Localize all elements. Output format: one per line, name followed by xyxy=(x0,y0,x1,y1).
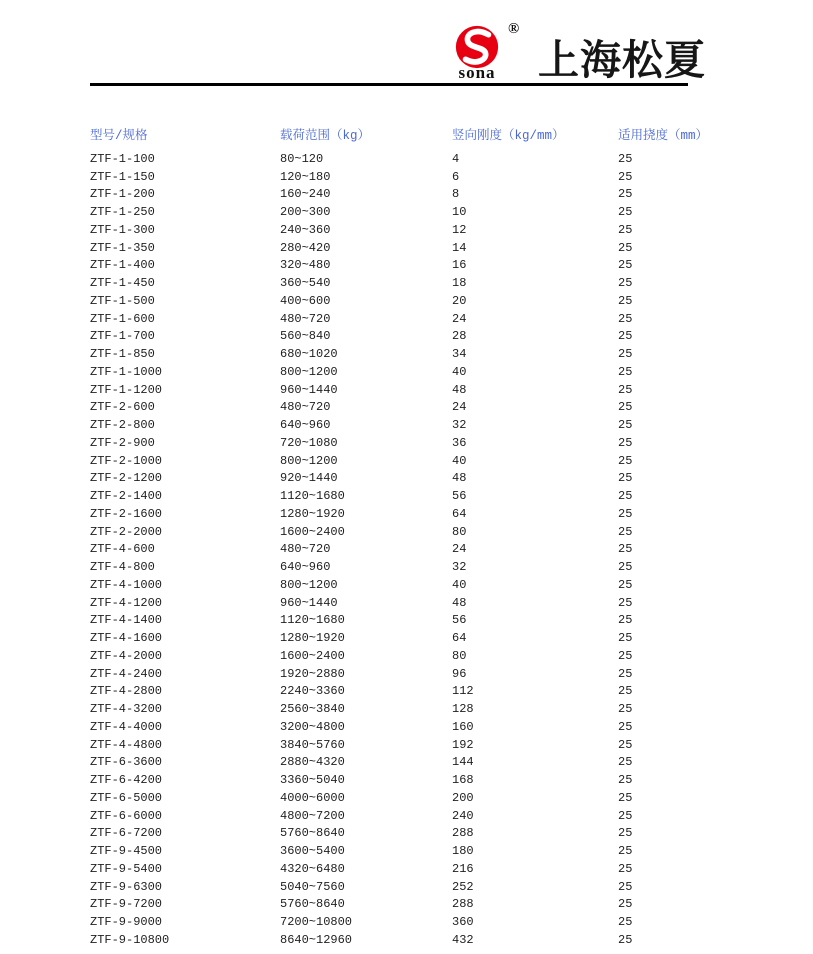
cell-deflection: 25 xyxy=(618,915,633,930)
cell-stiffness: 192 xyxy=(452,737,474,752)
cell-stiffness: 24 xyxy=(452,311,467,326)
cell-deflection: 25 xyxy=(618,506,633,521)
cell-model: ZTF-6-7200 xyxy=(90,826,163,841)
cell-load-range: 3360~5040 xyxy=(280,773,345,788)
cell-load-range: 240~360 xyxy=(280,222,331,237)
cell-model: ZTF-4-4000 xyxy=(90,719,163,734)
table-row xyxy=(0,150,813,168)
cell-stiffness: 6 xyxy=(452,169,460,184)
cell-model: ZTF-1-250 xyxy=(90,205,155,220)
cell-model: ZTF-9-4500 xyxy=(90,844,163,859)
cell-stiffness: 64 xyxy=(452,631,467,646)
cell-model: ZTF-1-500 xyxy=(90,293,155,308)
cell-deflection: 25 xyxy=(618,400,633,415)
table-row xyxy=(0,913,813,931)
cell-stiffness: 32 xyxy=(452,560,467,575)
cell-model: ZTF-4-800 xyxy=(90,560,155,575)
cell-load-range: 680~1020 xyxy=(280,347,338,362)
column-header-model: 型号/规格 xyxy=(90,128,148,143)
cell-model: ZTF-6-4200 xyxy=(90,773,163,788)
cell-model: ZTF-1-350 xyxy=(90,240,155,255)
cell-model: ZTF-9-5400 xyxy=(90,861,163,876)
table-row xyxy=(0,789,813,807)
cell-load-range: 4000~6000 xyxy=(280,790,345,805)
table-row xyxy=(0,558,813,576)
column-header-vertical-stiffness: 竖向刚度（kg/mm） xyxy=(452,128,565,143)
cell-stiffness: 36 xyxy=(452,435,467,450)
registered-trademark-icon: ® xyxy=(508,21,520,37)
cell-deflection: 25 xyxy=(618,595,633,610)
cell-stiffness: 168 xyxy=(452,773,474,788)
cell-load-range: 480~720 xyxy=(280,542,331,557)
cell-model: ZTF-4-1400 xyxy=(90,613,163,628)
cell-stiffness: 4 xyxy=(452,151,460,166)
column-header-load-range: 载荷范围（kg） xyxy=(280,128,371,143)
cell-deflection: 25 xyxy=(618,347,633,362)
cell-deflection: 25 xyxy=(618,666,633,681)
cell-stiffness: 40 xyxy=(452,364,467,379)
cell-model: ZTF-1-150 xyxy=(90,169,155,184)
table-row xyxy=(0,310,813,328)
table-row xyxy=(0,434,813,452)
table-row xyxy=(0,416,813,434)
cell-model: ZTF-1-700 xyxy=(90,329,155,344)
cell-load-range: 1280~1920 xyxy=(280,631,345,646)
cell-stiffness: 216 xyxy=(452,861,474,876)
cell-model: ZTF-1-600 xyxy=(90,311,155,326)
cell-stiffness: 56 xyxy=(452,613,467,628)
cell-deflection: 25 xyxy=(618,542,633,557)
cell-model: ZTF-1-300 xyxy=(90,222,155,237)
table-row xyxy=(0,647,813,665)
cell-deflection: 25 xyxy=(618,684,633,699)
cell-load-range: 3840~5760 xyxy=(280,737,345,752)
table-row xyxy=(0,541,813,559)
cell-load-range: 5760~8640 xyxy=(280,897,345,912)
cell-load-range: 80~120 xyxy=(280,151,324,166)
cell-deflection: 25 xyxy=(618,755,633,770)
cell-model: ZTF-2-1000 xyxy=(90,453,163,468)
table-row xyxy=(0,221,813,239)
cell-deflection: 25 xyxy=(618,453,633,468)
cell-deflection: 25 xyxy=(618,222,633,237)
cell-model: ZTF-2-600 xyxy=(90,400,155,415)
cell-deflection: 25 xyxy=(618,560,633,575)
cell-deflection: 25 xyxy=(618,311,633,326)
table-row xyxy=(0,257,813,275)
cell-stiffness: 144 xyxy=(452,755,474,770)
cell-model: ZTF-9-9000 xyxy=(90,915,163,930)
column-header-deflection: 适用挠度（mm） xyxy=(618,128,709,143)
cell-stiffness: 252 xyxy=(452,879,474,894)
table-header-row xyxy=(0,124,813,143)
cell-deflection: 25 xyxy=(618,329,633,344)
cell-stiffness: 288 xyxy=(452,826,474,841)
cell-deflection: 25 xyxy=(618,737,633,752)
cell-load-range: 1120~1680 xyxy=(280,613,345,628)
cell-model: ZTF-1-400 xyxy=(90,258,155,273)
cell-stiffness: 8 xyxy=(452,187,460,202)
cell-stiffness: 48 xyxy=(452,382,467,397)
table-row xyxy=(0,683,813,701)
cell-model: ZTF-4-2000 xyxy=(90,648,163,663)
cell-deflection: 25 xyxy=(618,932,633,947)
cell-stiffness: 128 xyxy=(452,702,474,717)
cell-deflection: 25 xyxy=(618,879,633,894)
cell-load-range: 1280~1920 xyxy=(280,506,345,521)
cell-deflection: 25 xyxy=(618,844,633,859)
cell-load-range: 560~840 xyxy=(280,329,331,344)
cell-model: ZTF-1-200 xyxy=(90,187,155,202)
table-row xyxy=(0,754,813,772)
brand-name: sona xyxy=(458,63,496,82)
cell-load-range: 480~720 xyxy=(280,311,331,326)
cell-load-range: 2240~3360 xyxy=(280,684,345,699)
table-row xyxy=(0,771,813,789)
cell-stiffness: 14 xyxy=(452,240,467,255)
cell-stiffness: 360 xyxy=(452,915,474,930)
cell-model: ZTF-2-1600 xyxy=(90,506,163,521)
table-row xyxy=(0,576,813,594)
cell-stiffness: 16 xyxy=(452,258,467,273)
cell-deflection: 25 xyxy=(618,613,633,628)
cell-model: ZTF-4-600 xyxy=(90,542,155,557)
table-row xyxy=(0,399,813,417)
header-divider xyxy=(90,83,688,86)
cell-load-range: 640~960 xyxy=(280,560,331,575)
cell-deflection: 25 xyxy=(618,293,633,308)
cell-deflection: 25 xyxy=(618,702,633,717)
cell-stiffness: 24 xyxy=(452,400,467,415)
cell-deflection: 25 xyxy=(618,418,633,433)
cell-load-range: 2560~3840 xyxy=(280,702,345,717)
table-row xyxy=(0,896,813,914)
cell-stiffness: 48 xyxy=(452,595,467,610)
cell-deflection: 25 xyxy=(618,205,633,220)
cell-model: ZTF-6-5000 xyxy=(90,790,163,805)
cell-stiffness: 80 xyxy=(452,524,467,539)
cell-load-range: 4800~7200 xyxy=(280,808,345,823)
cell-load-range: 160~240 xyxy=(280,187,331,202)
cell-stiffness: 28 xyxy=(452,329,467,344)
table-row xyxy=(0,629,813,647)
cell-load-range: 5760~8640 xyxy=(280,826,345,841)
cell-load-range: 1920~2880 xyxy=(280,666,345,681)
cell-stiffness: 40 xyxy=(452,453,467,468)
table-row xyxy=(0,842,813,860)
cell-load-range: 640~960 xyxy=(280,418,331,433)
table-row xyxy=(0,665,813,683)
company-name: 上海松夏 xyxy=(538,37,706,83)
cell-deflection: 25 xyxy=(618,861,633,876)
cell-model: ZTF-4-3200 xyxy=(90,702,163,717)
cell-stiffness: 180 xyxy=(452,844,474,859)
cell-deflection: 25 xyxy=(618,826,633,841)
table-row xyxy=(0,186,813,204)
cell-model: ZTF-2-900 xyxy=(90,435,155,450)
cell-load-range: 3600~5400 xyxy=(280,844,345,859)
cell-deflection: 25 xyxy=(618,258,633,273)
cell-load-range: 1600~2400 xyxy=(280,524,345,539)
table-row xyxy=(0,203,813,221)
table-row xyxy=(0,523,813,541)
cell-deflection: 25 xyxy=(618,276,633,291)
table-body xyxy=(0,150,813,949)
cell-load-range: 720~1080 xyxy=(280,435,338,450)
cell-stiffness: 240 xyxy=(452,808,474,823)
cell-model: ZTF-2-1200 xyxy=(90,471,163,486)
cell-stiffness: 12 xyxy=(452,222,467,237)
table-row xyxy=(0,363,813,381)
cell-stiffness: 56 xyxy=(452,489,467,504)
cell-deflection: 25 xyxy=(618,648,633,663)
cell-load-range: 960~1440 xyxy=(280,595,338,610)
table-row xyxy=(0,168,813,186)
cell-deflection: 25 xyxy=(618,364,633,379)
cell-deflection: 25 xyxy=(618,489,633,504)
cell-load-range: 5040~7560 xyxy=(280,879,345,894)
cell-model: ZTF-1-450 xyxy=(90,276,155,291)
table-row xyxy=(0,452,813,470)
cell-deflection: 25 xyxy=(618,897,633,912)
table-row xyxy=(0,612,813,630)
cell-model: ZTF-9-6300 xyxy=(90,879,163,894)
cell-load-range: 800~1200 xyxy=(280,577,338,592)
cell-stiffness: 288 xyxy=(452,897,474,912)
cell-stiffness: 64 xyxy=(452,506,467,521)
cell-load-range: 280~420 xyxy=(280,240,331,255)
cell-deflection: 25 xyxy=(618,577,633,592)
cell-deflection: 25 xyxy=(618,187,633,202)
cell-deflection: 25 xyxy=(618,169,633,184)
cell-stiffness: 40 xyxy=(452,577,467,592)
table-row xyxy=(0,700,813,718)
cell-deflection: 25 xyxy=(618,808,633,823)
cell-stiffness: 20 xyxy=(452,293,467,308)
cell-load-range: 1120~1680 xyxy=(280,489,345,504)
table-row xyxy=(0,860,813,878)
cell-load-range: 120~180 xyxy=(280,169,331,184)
table-row xyxy=(0,718,813,736)
cell-model: ZTF-1-1200 xyxy=(90,382,163,397)
cell-load-range: 8640~12960 xyxy=(280,932,353,947)
cell-load-range: 4320~6480 xyxy=(280,861,345,876)
cell-stiffness: 200 xyxy=(452,790,474,805)
cell-deflection: 25 xyxy=(618,151,633,166)
cell-deflection: 25 xyxy=(618,382,633,397)
table-row xyxy=(0,878,813,896)
cell-load-range: 800~1200 xyxy=(280,364,338,379)
cell-deflection: 25 xyxy=(618,471,633,486)
table-row xyxy=(0,274,813,292)
cell-deflection: 25 xyxy=(618,790,633,805)
cell-model: ZTF-6-6000 xyxy=(90,808,163,823)
table-row xyxy=(0,239,813,257)
table-row xyxy=(0,292,813,310)
table-row xyxy=(0,594,813,612)
cell-model: ZTF-9-10800 xyxy=(90,932,170,947)
cell-load-range: 480~720 xyxy=(280,400,331,415)
cell-deflection: 25 xyxy=(618,631,633,646)
table-row xyxy=(0,736,813,754)
cell-deflection: 25 xyxy=(618,773,633,788)
table-row xyxy=(0,487,813,505)
cell-stiffness: 10 xyxy=(452,205,467,220)
cell-stiffness: 112 xyxy=(452,684,474,699)
cell-stiffness: 160 xyxy=(452,719,474,734)
cell-model: ZTF-4-2800 xyxy=(90,684,163,699)
cell-model: ZTF-4-2400 xyxy=(90,666,163,681)
cell-model: ZTF-2-2000 xyxy=(90,524,163,539)
cell-model: ZTF-4-4800 xyxy=(90,737,163,752)
cell-model: ZTF-4-1000 xyxy=(90,577,163,592)
cell-load-range: 400~600 xyxy=(280,293,331,308)
cell-load-range: 1600~2400 xyxy=(280,648,345,663)
table-row xyxy=(0,470,813,488)
cell-model: ZTF-4-1200 xyxy=(90,595,163,610)
table-row xyxy=(0,931,813,949)
table-row xyxy=(0,807,813,825)
cell-load-range: 960~1440 xyxy=(280,382,338,397)
table-row xyxy=(0,345,813,363)
cell-model: ZTF-1-850 xyxy=(90,347,155,362)
cell-stiffness: 32 xyxy=(452,418,467,433)
cell-stiffness: 24 xyxy=(452,542,467,557)
cell-deflection: 25 xyxy=(618,524,633,539)
cell-load-range: 7200~10800 xyxy=(280,915,353,930)
cell-deflection: 25 xyxy=(618,240,633,255)
table-row xyxy=(0,328,813,346)
table-row xyxy=(0,381,813,399)
cell-model: ZTF-9-7200 xyxy=(90,897,163,912)
cell-model: ZTF-2-800 xyxy=(90,418,155,433)
cell-model: ZTF-4-1600 xyxy=(90,631,163,646)
cell-load-range: 920~1440 xyxy=(280,471,338,486)
cell-model: ZTF-1-100 xyxy=(90,151,155,166)
cell-deflection: 25 xyxy=(618,719,633,734)
cell-model: ZTF-6-3600 xyxy=(90,755,163,770)
cell-model: ZTF-2-1400 xyxy=(90,489,163,504)
cell-stiffness: 80 xyxy=(452,648,467,663)
cell-load-range: 2880~4320 xyxy=(280,755,345,770)
cell-stiffness: 18 xyxy=(452,276,467,291)
cell-load-range: 200~300 xyxy=(280,205,331,220)
cell-stiffness: 432 xyxy=(452,932,474,947)
table-row xyxy=(0,825,813,843)
cell-stiffness: 48 xyxy=(452,471,467,486)
cell-load-range: 800~1200 xyxy=(280,453,338,468)
cell-load-range: 320~480 xyxy=(280,258,331,273)
cell-stiffness: 34 xyxy=(452,347,467,362)
cell-stiffness: 96 xyxy=(452,666,467,681)
cell-load-range: 360~540 xyxy=(280,276,331,291)
cell-model: ZTF-1-1000 xyxy=(90,364,163,379)
cell-load-range: 3200~4800 xyxy=(280,719,345,734)
cell-deflection: 25 xyxy=(618,435,633,450)
table-row xyxy=(0,505,813,523)
